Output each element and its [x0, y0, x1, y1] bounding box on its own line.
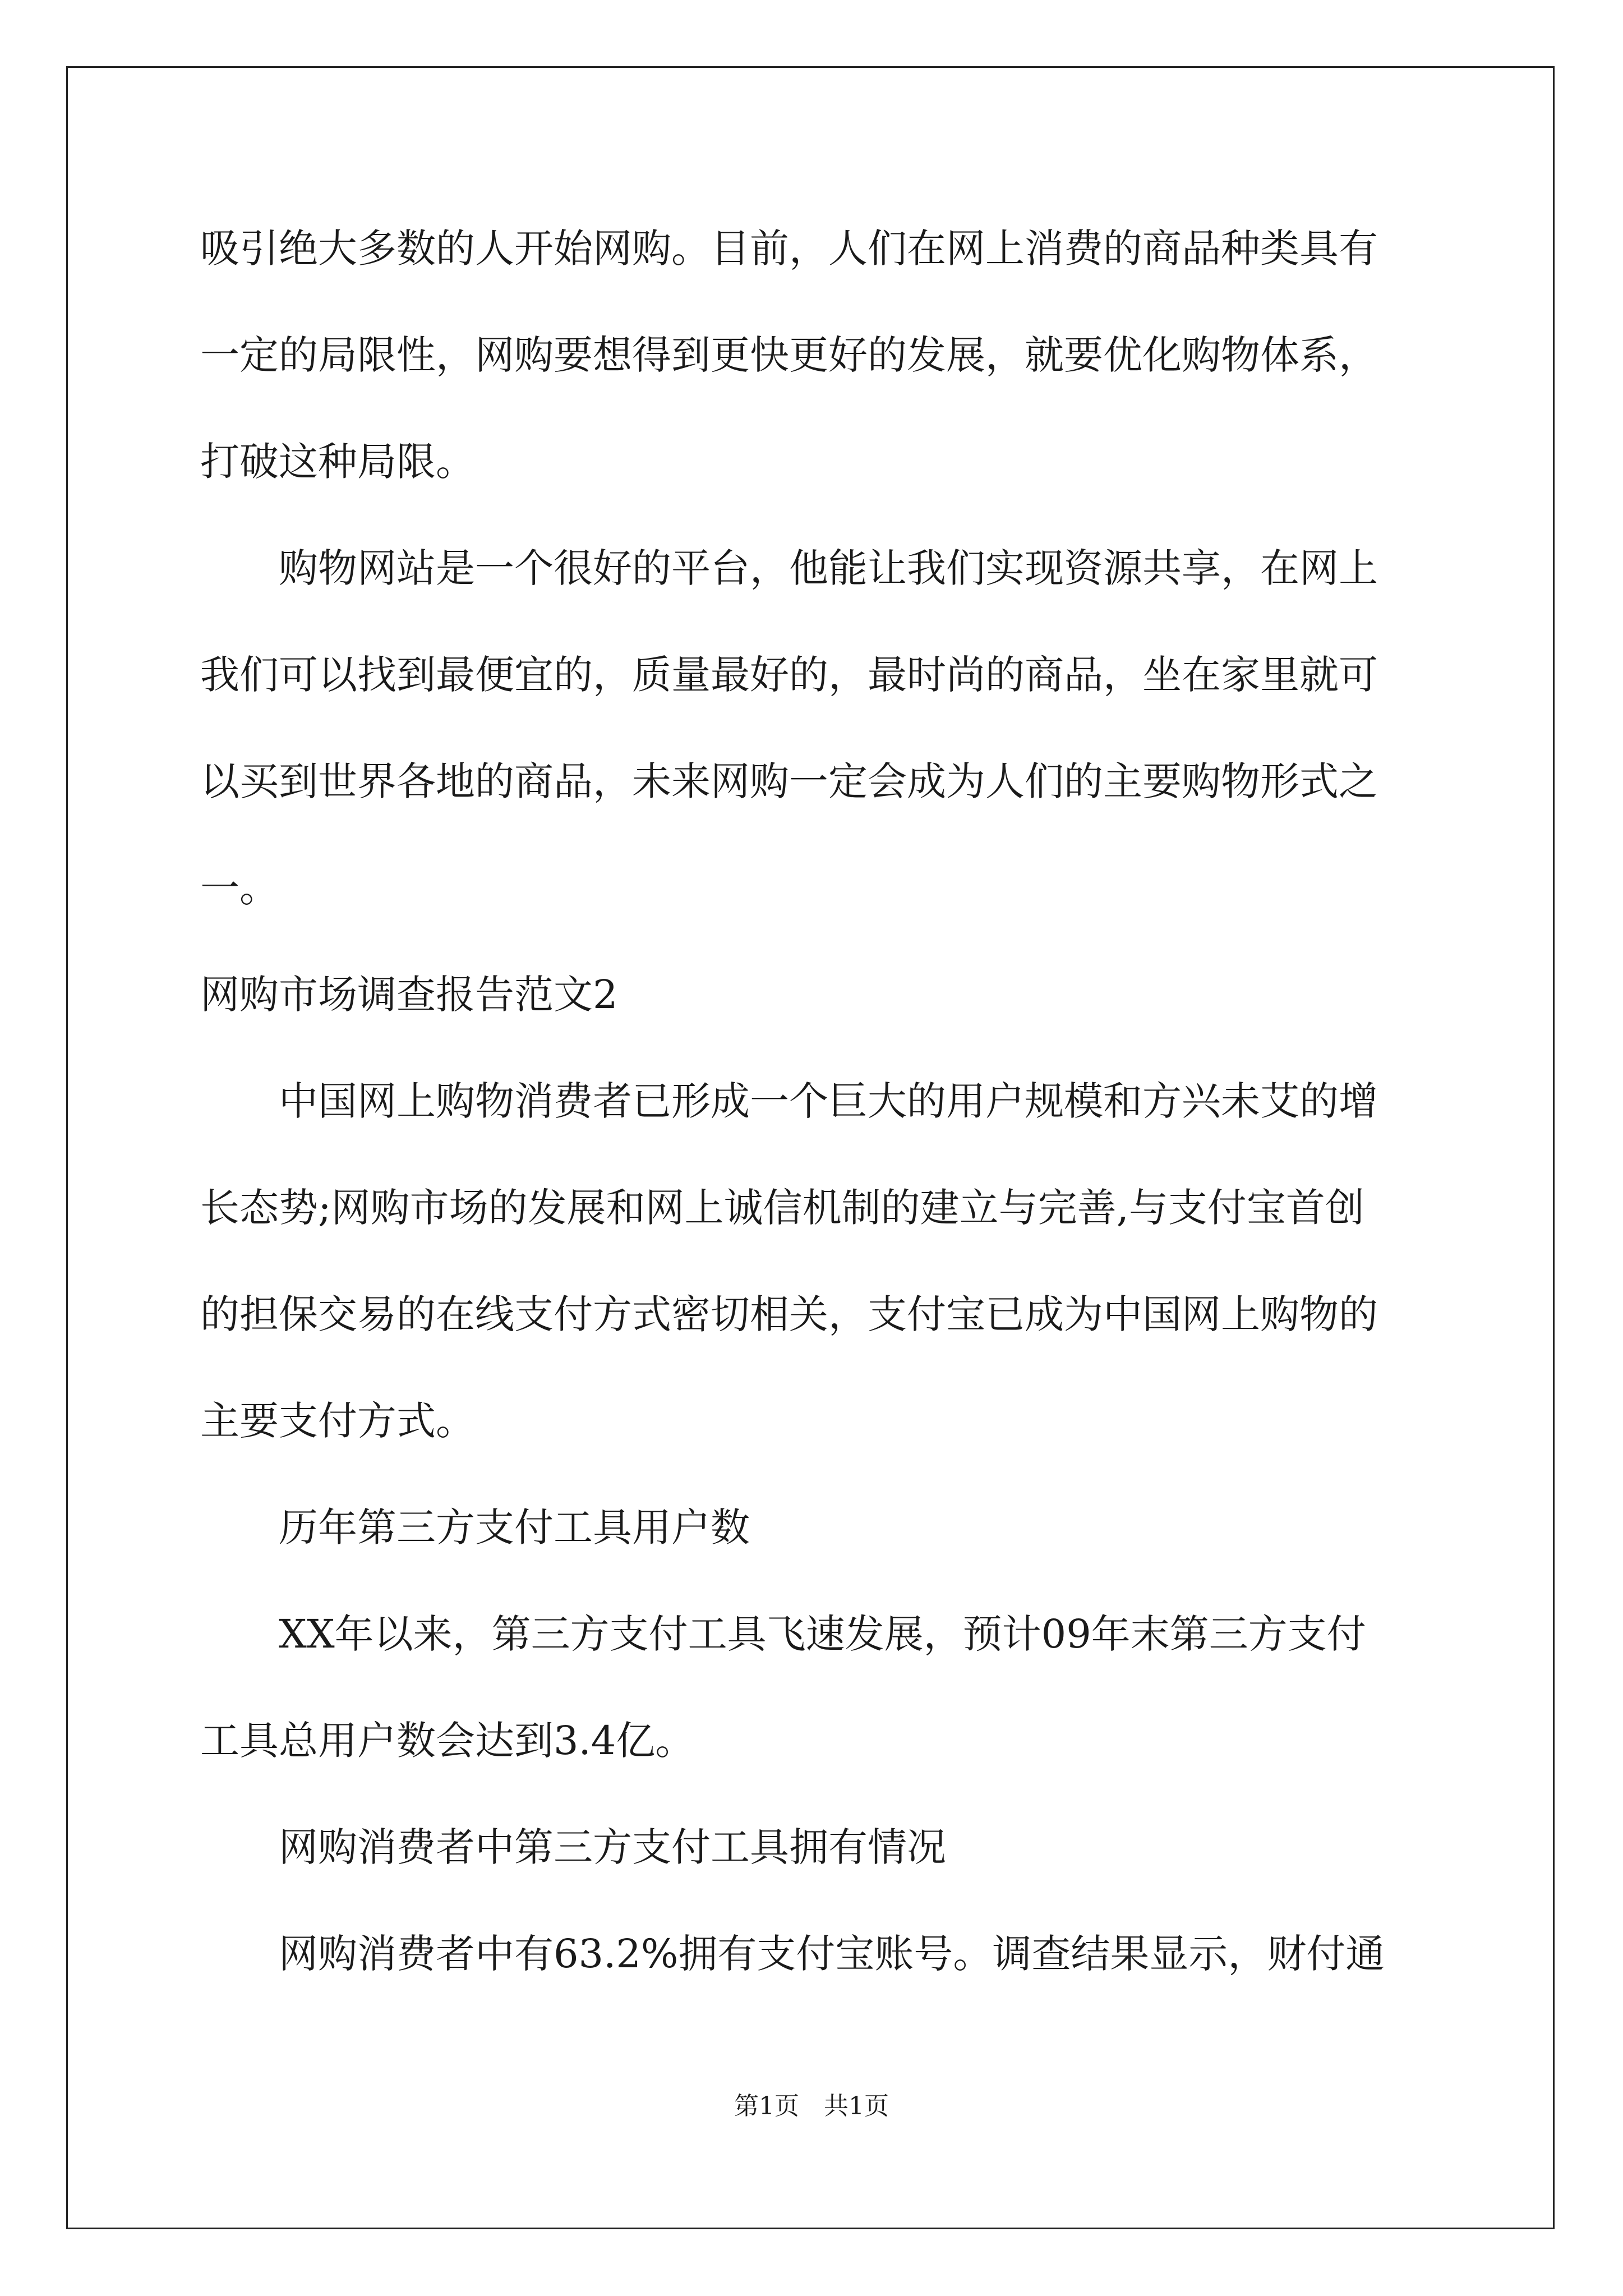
- text-line: 以买到世界各地的商品，未来网购一定会成为人们的主要购物形式之: [200, 758, 1378, 804]
- subheading: 历年第三方支付工具用户数: [279, 1504, 750, 1550]
- text-line: 购物网站是一个很好的平台，他能让我们实现资源共享，在网上: [279, 545, 1378, 591]
- text-line: 网购消费者中有63.2%拥有支付宝账号。调查结果显示，财付通: [279, 1931, 1385, 1977]
- text-line: 吸引绝大多数的人开始网购。目前，人们在网上消费的商品种类具有: [200, 226, 1378, 272]
- text-line: 主要支付方式。: [200, 1398, 475, 1444]
- page-border: [66, 66, 1555, 2229]
- text-line: 工具总用户数会达到3.4亿。: [200, 1718, 695, 1764]
- subheading: 网购消费者中第三方支付工具拥有情况: [279, 1824, 946, 1870]
- text-line: 中国网上购物消费者已形成一个巨大的用户规模和方兴未艾的增: [279, 1078, 1378, 1124]
- text-line: 一。: [200, 865, 279, 911]
- text-line: 一定的局限性，网购要想得到更快更好的发展，就要优化购物体系，: [200, 332, 1378, 378]
- text-line: 我们可以找到最便宜的，质量最好的，最时尚的商品，坐在家里就可: [200, 652, 1378, 698]
- page-footer: 第1页 共1页: [734, 2092, 889, 2120]
- text-line: 的担保交易的在线支付方式密切相关，支付宝已成为中国网上购物的: [200, 1291, 1378, 1337]
- section-heading: 网购市场调查报告范文2: [200, 972, 618, 1018]
- text-line: 长态势;网购市场的发展和网上诚信机制的建立与完善,与支付宝首创: [200, 1185, 1364, 1231]
- text-line: 打破这种局限。: [200, 439, 475, 485]
- text-line: XX年以来，第三方支付工具飞速发展，预计09年末第三方支付: [279, 1611, 1366, 1657]
